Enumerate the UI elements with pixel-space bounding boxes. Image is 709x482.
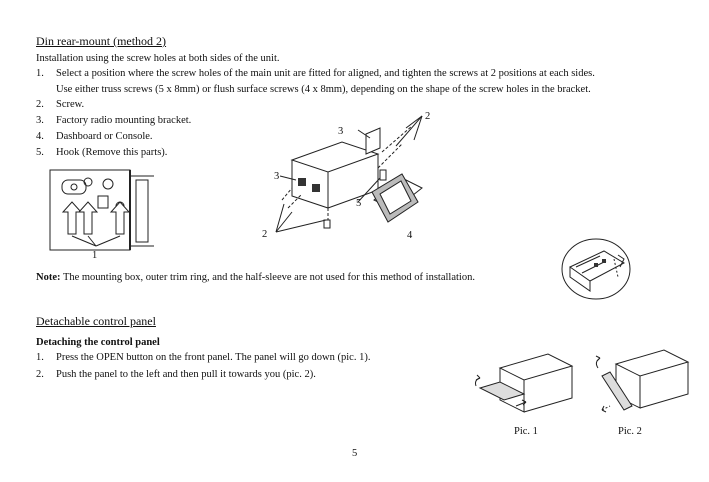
list-item-text: Use either truss screws (5 x 8mm) or flush surface screws (4 x 8mm), depending on the shape of the screw holes in the bracket.	[56, 84, 591, 95]
pic-1-label: Pic. 1	[514, 426, 538, 437]
list-item-text: Press the OPEN button on the front panel. The panel will go down (pic. 1).	[56, 352, 371, 363]
list-item-text: Screw.	[56, 99, 85, 110]
diagram-label-4: 4	[407, 230, 413, 241]
section-heading-din-rear-mount: Din rear-mount (method 2)	[36, 34, 167, 48]
diagram-label-5: 5	[356, 198, 362, 209]
list-item-text: Factory radio mounting bracket.	[56, 115, 192, 126]
list-item-num: 4.	[36, 131, 44, 142]
list-item-text: Hook (Remove this parts).	[56, 147, 168, 158]
list-item-num: 2.	[36, 369, 44, 380]
list-item-num: 5.	[36, 147, 44, 158]
note-label-text: Note:	[36, 272, 61, 283]
list-item-text: Push the panel to the left and then pull it towards you (pic. 2).	[56, 369, 316, 380]
diagram-label-2-bottom: 2	[262, 229, 268, 240]
list-item-text: Select a position where the screw holes of the main unit are fitted for aligned, and tighten the screws at 2 positions at each sides.	[56, 68, 595, 79]
subheading-detaching-panel: Detaching the control panel	[36, 337, 160, 348]
list-item-num: 2.	[36, 99, 44, 110]
list-item-num: 1.	[36, 352, 44, 363]
diagram-label-3-left: 3	[274, 171, 280, 182]
page-number: 5	[352, 448, 358, 459]
note-label	[36, 271, 475, 284]
figure-label-1: 1	[92, 250, 98, 261]
list-item-text: Dashboard or Console.	[56, 131, 153, 142]
bracket-screw-figure	[48, 166, 160, 264]
section-heading-detachable-panel: Detachable control panel	[36, 314, 156, 328]
pic-2-figure	[588, 340, 698, 420]
diagram-label-2-top: 2	[425, 111, 431, 122]
pic-2-label: Pic. 2	[618, 426, 642, 437]
list-item-num: 3.	[36, 115, 44, 126]
screw-detail-inset	[560, 237, 632, 301]
intro-text: Installation using the screw holes at both sides of the unit.	[36, 53, 280, 64]
dashboard-frame-figure	[370, 172, 420, 226]
diagram-label-3-top: 3	[338, 126, 344, 137]
list-item-num: 1.	[36, 68, 44, 79]
pic-1-figure	[470, 340, 580, 420]
note-text: The mounting box, outer trim ring, and the half-sleeve are not used for this method of installation.	[62, 272, 475, 283]
